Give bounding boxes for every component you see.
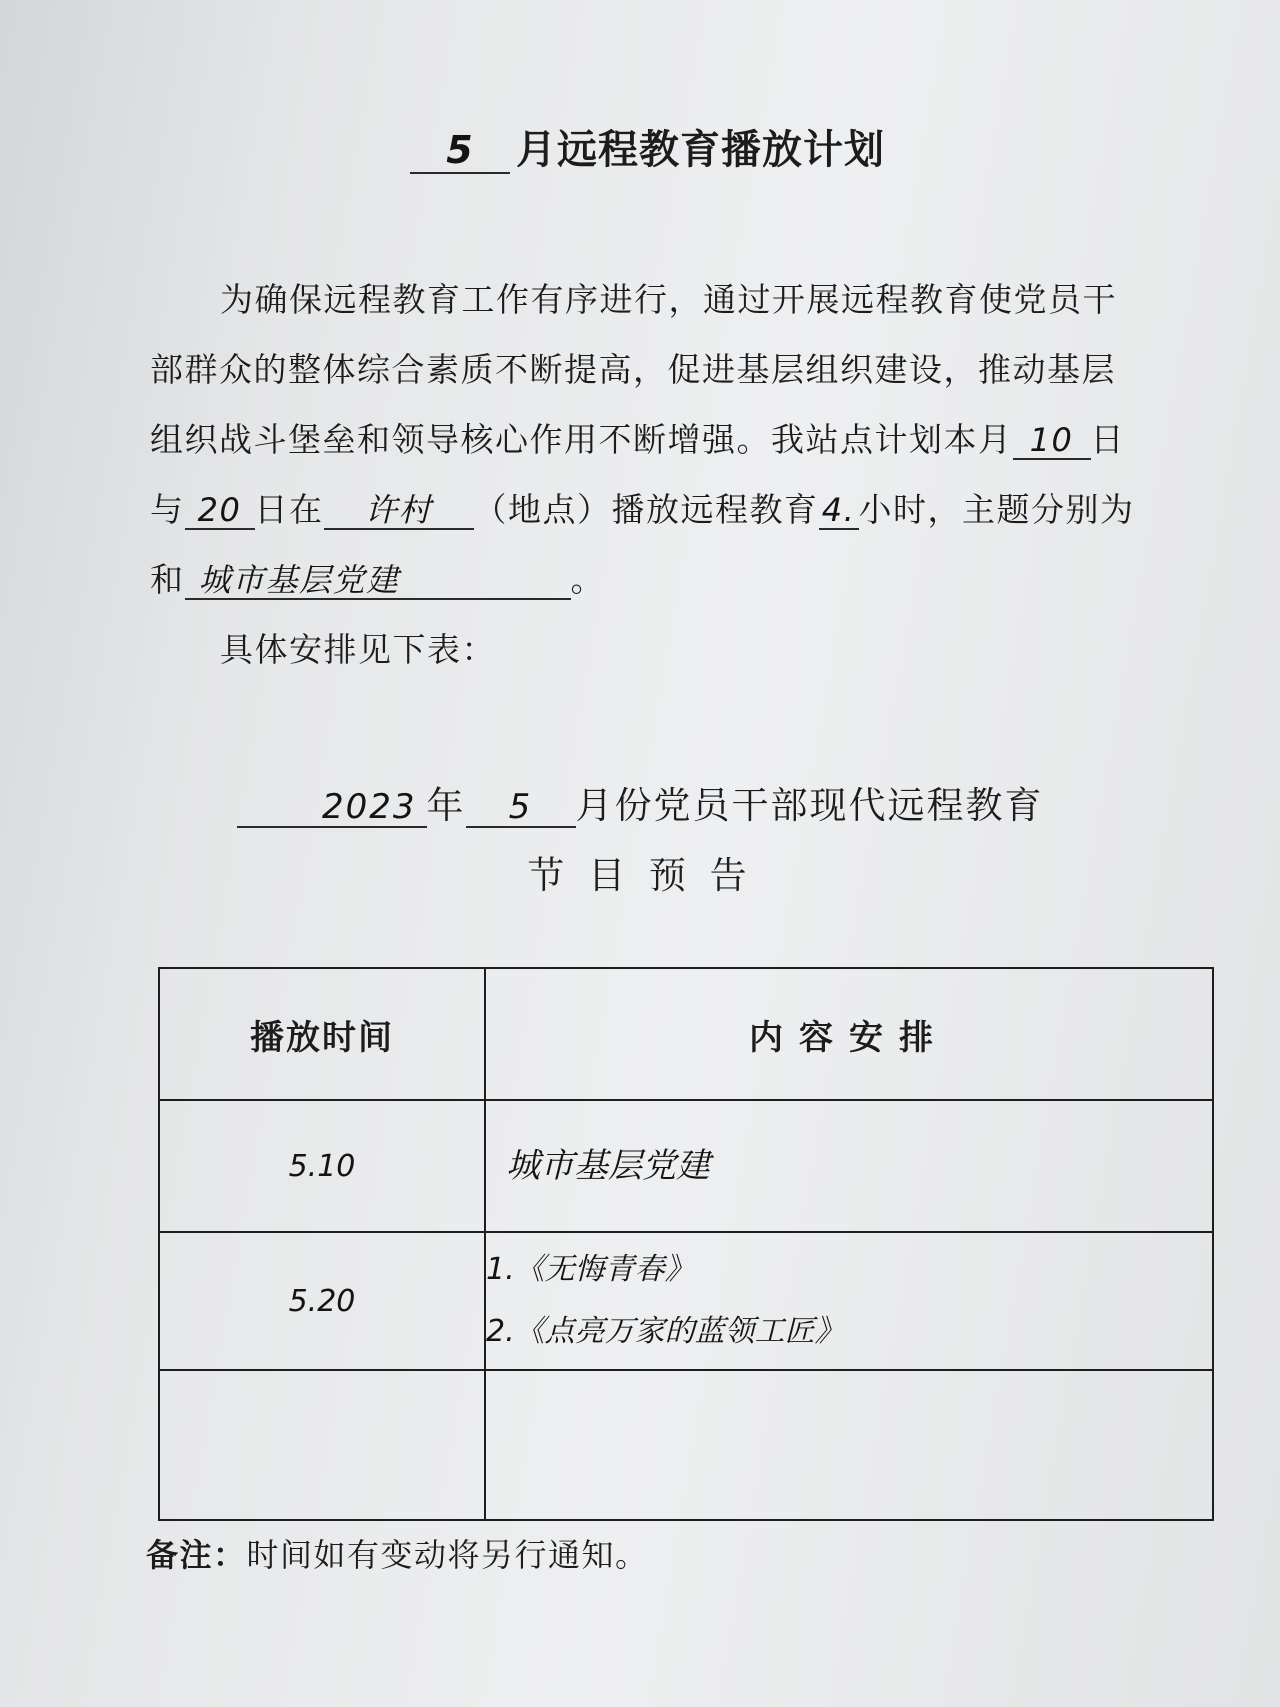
row-2-item-2: 2.《点亮万家的蓝领工匠》 [486,1314,845,1349]
remark-text: 时间如有变动将另行通知。 [246,1536,649,1574]
year-blank: 2023 [237,789,427,828]
paragraph-line-2: 部群众的整体综合素质不断提高，促进基层组织建设，推动基层 [150,350,1116,389]
paragraph-line-4 [150,475,1200,545]
row-1-content [485,1100,1213,1232]
second-day-blank: 20 [185,493,255,530]
schedule-table [158,967,1214,1521]
with-text: 与 [150,490,185,529]
paragraph-line-6: 具体安排见下表： [220,630,496,669]
table-row [159,1370,1213,1520]
location-label: （地点）播放远程教育 [473,490,819,529]
hours-suffix: 小时，主题分别为 [858,490,1135,529]
program-preview-heading: 节 目 预 告 [527,854,753,897]
row-2-item-1: 1.《无悔青春》 [486,1252,695,1287]
paragraph-line-3 [150,405,1200,475]
title-text: 月远程教育播放计划 [516,127,885,173]
heading-rest: 月份党员干部现代远程教育 [575,784,1044,827]
document-title [410,118,885,175]
day-suffix: 日 [1090,420,1125,459]
table-header-row [159,968,1213,1100]
header-content-arrangement: 内容安排 [485,968,1213,1100]
intro-paragraph [150,265,1200,685]
day-at-text: 日在 [254,490,324,529]
row-3-content [485,1370,1213,1520]
paragraph-line-3-text: 组织战斗堡垒和领导核心作用不断增强。我站点计划本月 [150,420,1013,459]
paragraph-line-5 [150,545,1200,615]
row-3-time [159,1370,485,1520]
first-day-blank: 10 [1013,423,1091,460]
title-month-blank: 5 [410,130,510,174]
row-2-content [485,1232,1213,1370]
theme-blank: 城市基层党建 [185,563,571,600]
year-char: 年 [426,784,466,827]
row-2-time: 5.20 [159,1232,485,1370]
hours-blank: 4. [819,493,859,530]
header-broadcast-time: 播放时间 [159,968,485,1100]
remark-note [146,1530,649,1576]
remark-label: 备注： [146,1536,247,1574]
table-row [159,1232,1213,1370]
table-row [159,1100,1213,1232]
location-blank: 许村 [324,493,474,530]
period-mark: 。 [570,560,605,599]
and-text: 和 [150,560,185,599]
heading-month-blank: 5 [466,789,576,828]
paragraph-line-1: 为确保远程教育工作有序进行，通过开展远程教育使党员干 [220,280,1117,319]
row-1-time: 5.10 [159,1100,485,1232]
schedule-heading [0,775,1280,829]
row-1-item-1: 城市基层党建 [506,1146,710,1186]
